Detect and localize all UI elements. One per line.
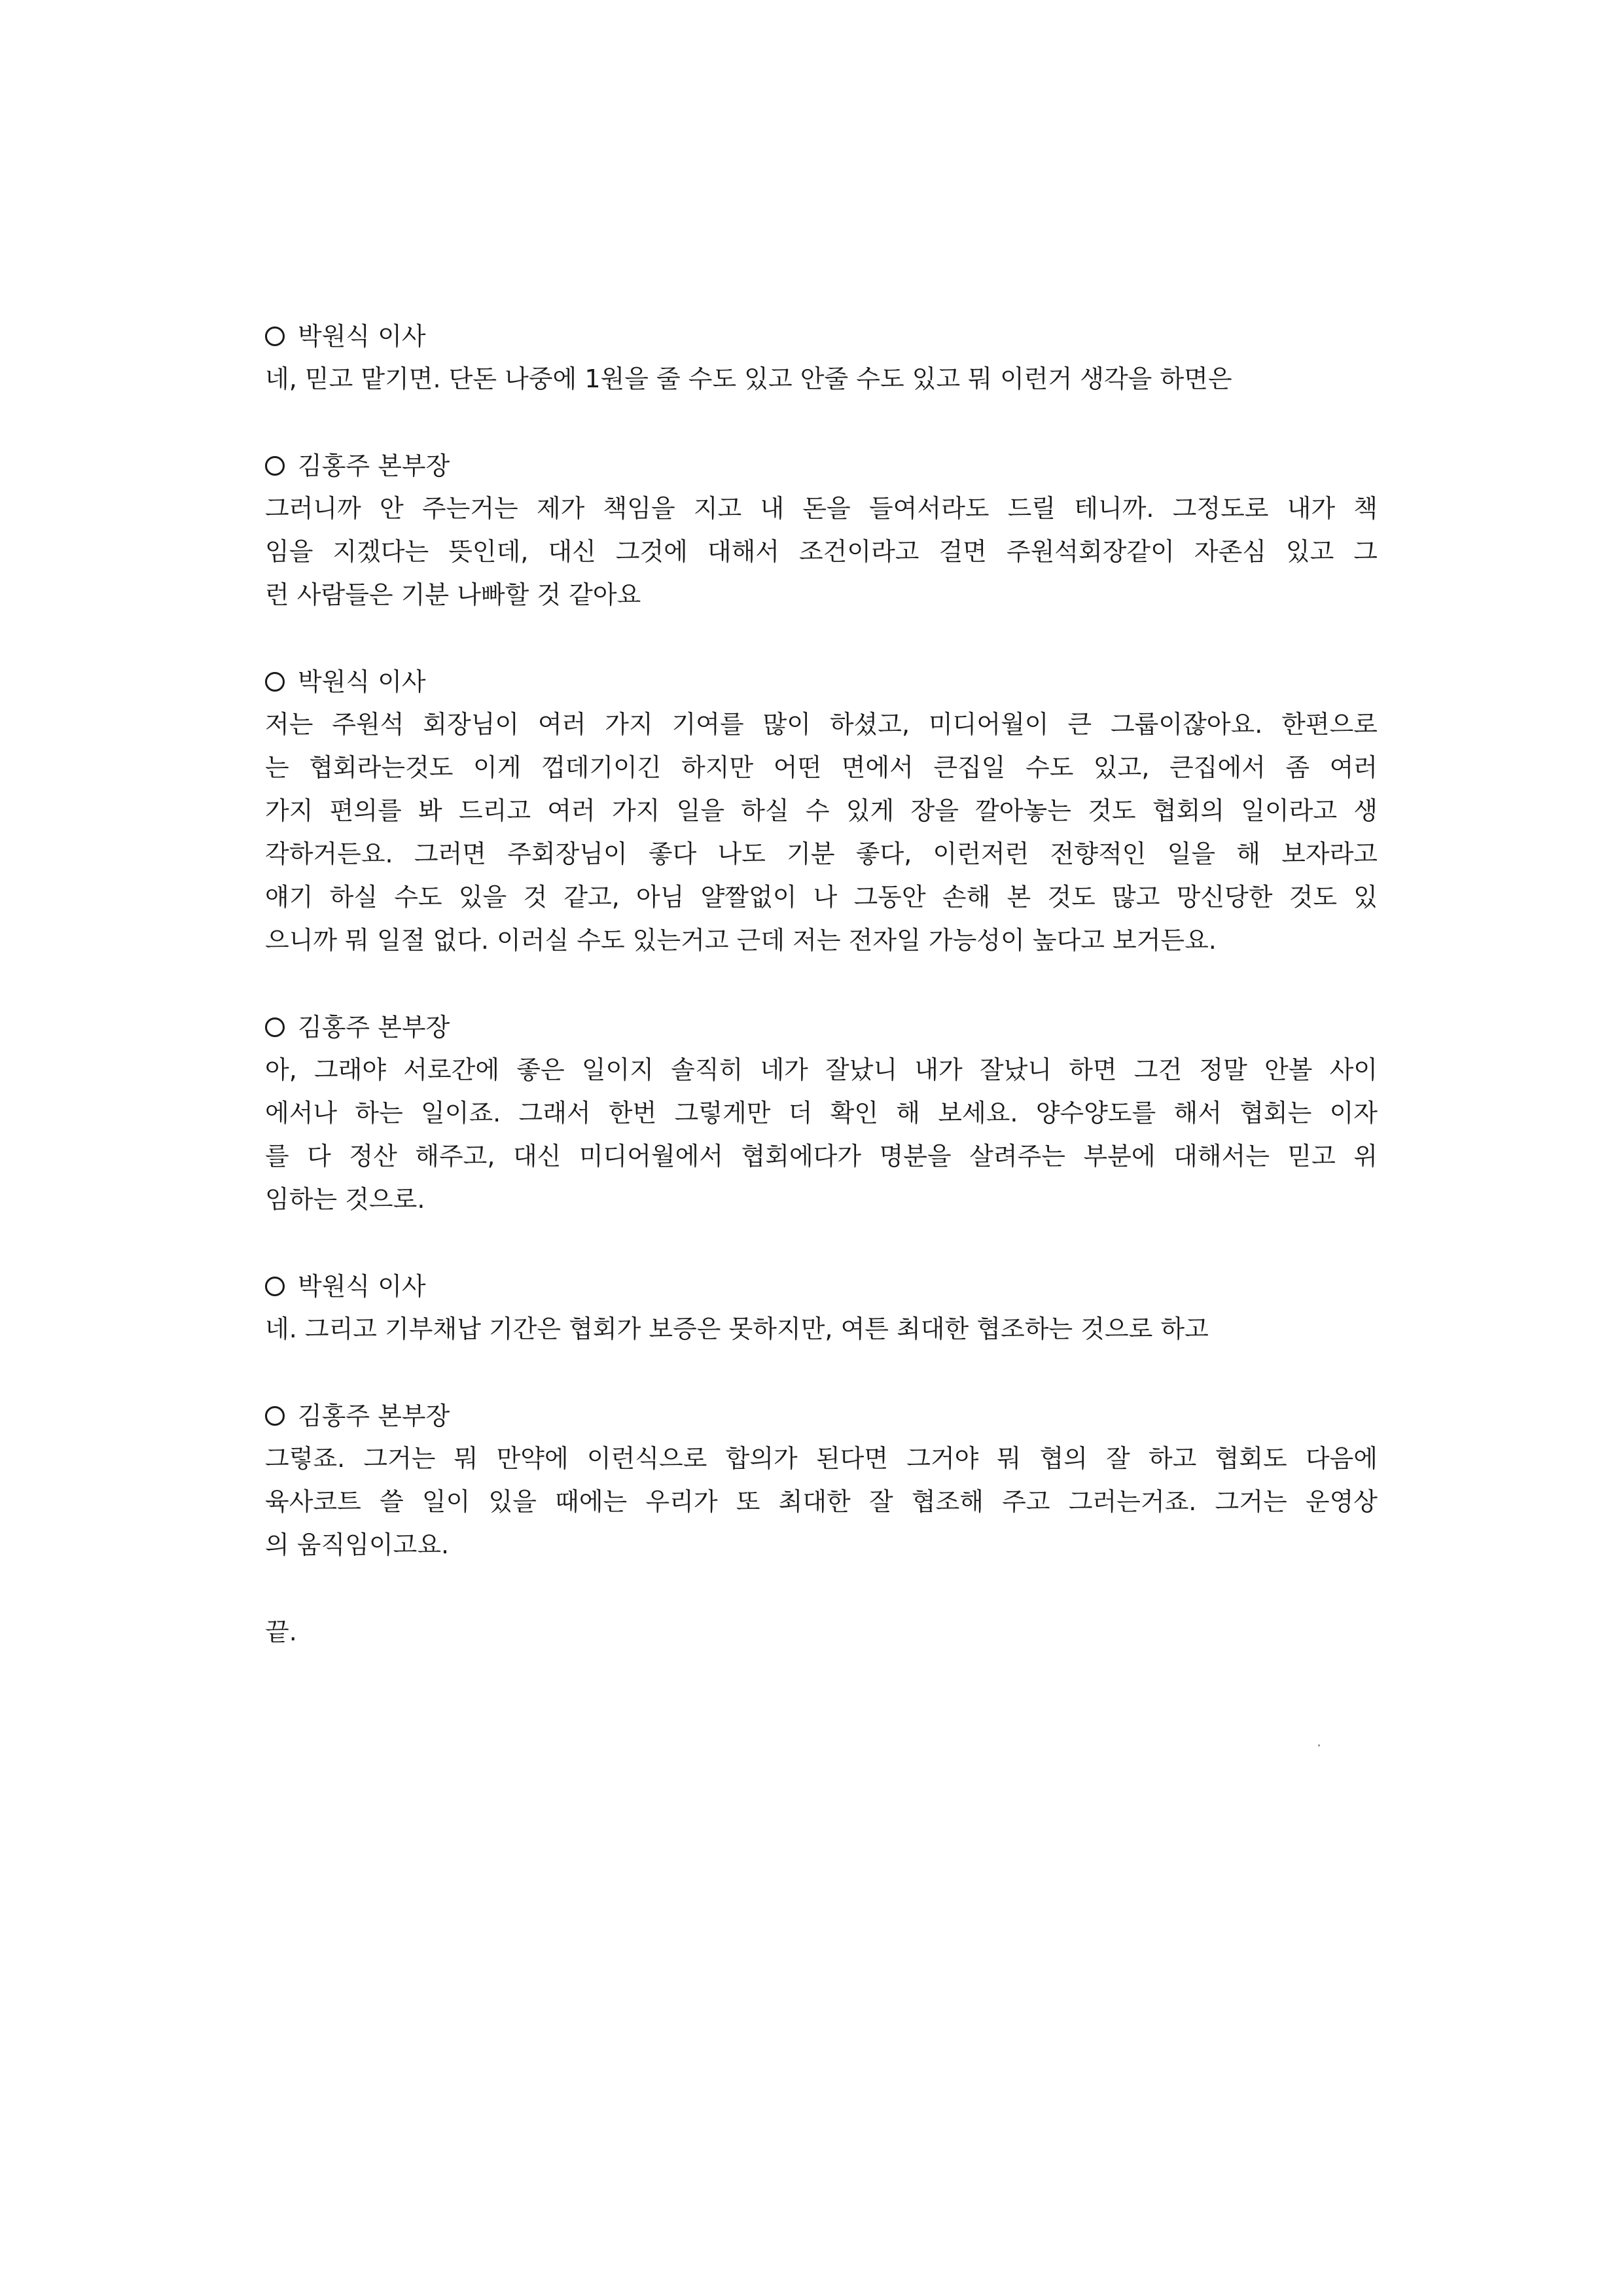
speaker-line: [265, 661, 1378, 703]
paragraph-line: 저는 주원석 회장님이 여러 가지 기여를 많이 하셨고, 미디어월이 큰 그룹이잖아요. 한편으로: [265, 710, 1378, 739]
speaker-line: [265, 445, 1378, 487]
paragraph-line: 네. 그리고 기부채납 기간은 협회가 보증은 못하지만, 여튼 최대한 협조하는 것으로 하고: [265, 1315, 1209, 1343]
paragraph-line: 런 사람들은 기분 나빠할 것 같아요: [265, 580, 641, 609]
paragraph-line: 임을 지겠다는 뜻인데, 대신 그것에 대해서 조건이라고 걸면 주원석회장같이 자존심 있고 그: [265, 537, 1378, 566]
speaker-line: [265, 1395, 1378, 1437]
paragraph-line: 아, 그래야 서로간에 좋은 일이지 솔직히 네가 잘났니 내가 잘났니 하면 그건 정말 안볼 사이: [265, 1055, 1378, 1084]
paragraph-line: 임하는 것으로.: [265, 1185, 425, 1214]
speaker-name: 박원식 이사: [298, 1272, 426, 1301]
circle-bullet-icon: [265, 1277, 285, 1296]
speaker-name: 김홍주 본부장: [298, 451, 450, 480]
paragraph-line: 에서나 하는 일이죠. 그래서 한번 그렇게만 더 확인 해 보세요. 양수양도를 해서 협회는 이자: [265, 1099, 1378, 1127]
transcript-entry: [265, 1006, 1378, 1221]
circle-bullet-icon: [265, 672, 285, 692]
circle-bullet-icon: [265, 456, 285, 476]
paragraph-line: 각하거든요. 그러면 주회장님이 좋다 나도 기분 좋다, 이런저런 전향적인 일을 해 보자라고: [265, 839, 1378, 868]
speaker-name: 김홍주 본부장: [298, 1013, 450, 1042]
paragraph-line: 의 움직임이고요.: [265, 1530, 450, 1559]
speaker-name: 김홍주 본부장: [298, 1402, 450, 1430]
speaker-name: 박원식 이사: [298, 322, 426, 351]
circle-bullet-icon: [265, 327, 285, 346]
transcript-entry: [265, 445, 1378, 616]
paragraph-line: 가지 편의를 봐 드리고 여러 가지 일을 하실 수 있게 장을 깔아놓는 것도 협회의 일이라고 생: [265, 796, 1378, 825]
end-mark: 끝.: [265, 1617, 297, 1646]
scan-speck: [1318, 1744, 1320, 1746]
paragraph-line: 는 협회라는것도 이게 껍데기이긴 하지만 어떤 면에서 큰집일 수도 있고, 큰집에서 좀 여러: [265, 753, 1378, 782]
speaker-line: [265, 315, 1378, 357]
circle-bullet-icon: [265, 1406, 285, 1426]
paragraph-line: 네, 믿고 맡기면. 단돈 나중에 1원을 줄 수도 있고 안줄 수도 있고 뭐 이런거 생각을 하면은: [265, 364, 1232, 393]
transcript-body: [265, 315, 1378, 1653]
paragraph-line: 그렇죠. 그거는 뭐 만약에 이런식으로 합의가 된다면 그거야 뭐 협의 잘 하고 협회도 다음에: [265, 1444, 1378, 1473]
circle-bullet-icon: [265, 1017, 285, 1037]
paragraph-line: 그러니까 안 주는거는 제가 책임을 지고 내 돈을 들여서라도 드릴 테니까. 그정도로 내가 책: [265, 494, 1378, 523]
paragraph-line: 얘기 하실 수도 있을 것 같고, 아님 얄짤없이 나 그동안 손해 본 것도 많고 망신당한 것도 있: [265, 883, 1378, 911]
paragraph-line: 으니까 뭐 일절 없다. 이러실 수도 있는거고 근데 저는 전자일 가능성이 높다고 보거든요.: [265, 926, 1217, 955]
transcript-entry: [265, 1265, 1378, 1351]
speaker-line: [265, 1265, 1378, 1307]
transcript-entry: [265, 661, 1378, 962]
speaker-name: 박원식 이사: [298, 667, 426, 696]
transcript-entry: [265, 315, 1378, 400]
transcript-entry: [265, 1395, 1378, 1566]
paragraph-line: 육사코트 쓸 일이 있을 때에는 우리가 또 최대한 잘 협조해 주고 그러는거죠. 그거는 운영상: [265, 1487, 1378, 1516]
speaker-line: [265, 1006, 1378, 1048]
paragraph-line: 를 다 정산 해주고, 대신 미디어월에서 협회에다가 명분을 살려주는 부분에 대해서는 믿고 위: [265, 1142, 1378, 1171]
